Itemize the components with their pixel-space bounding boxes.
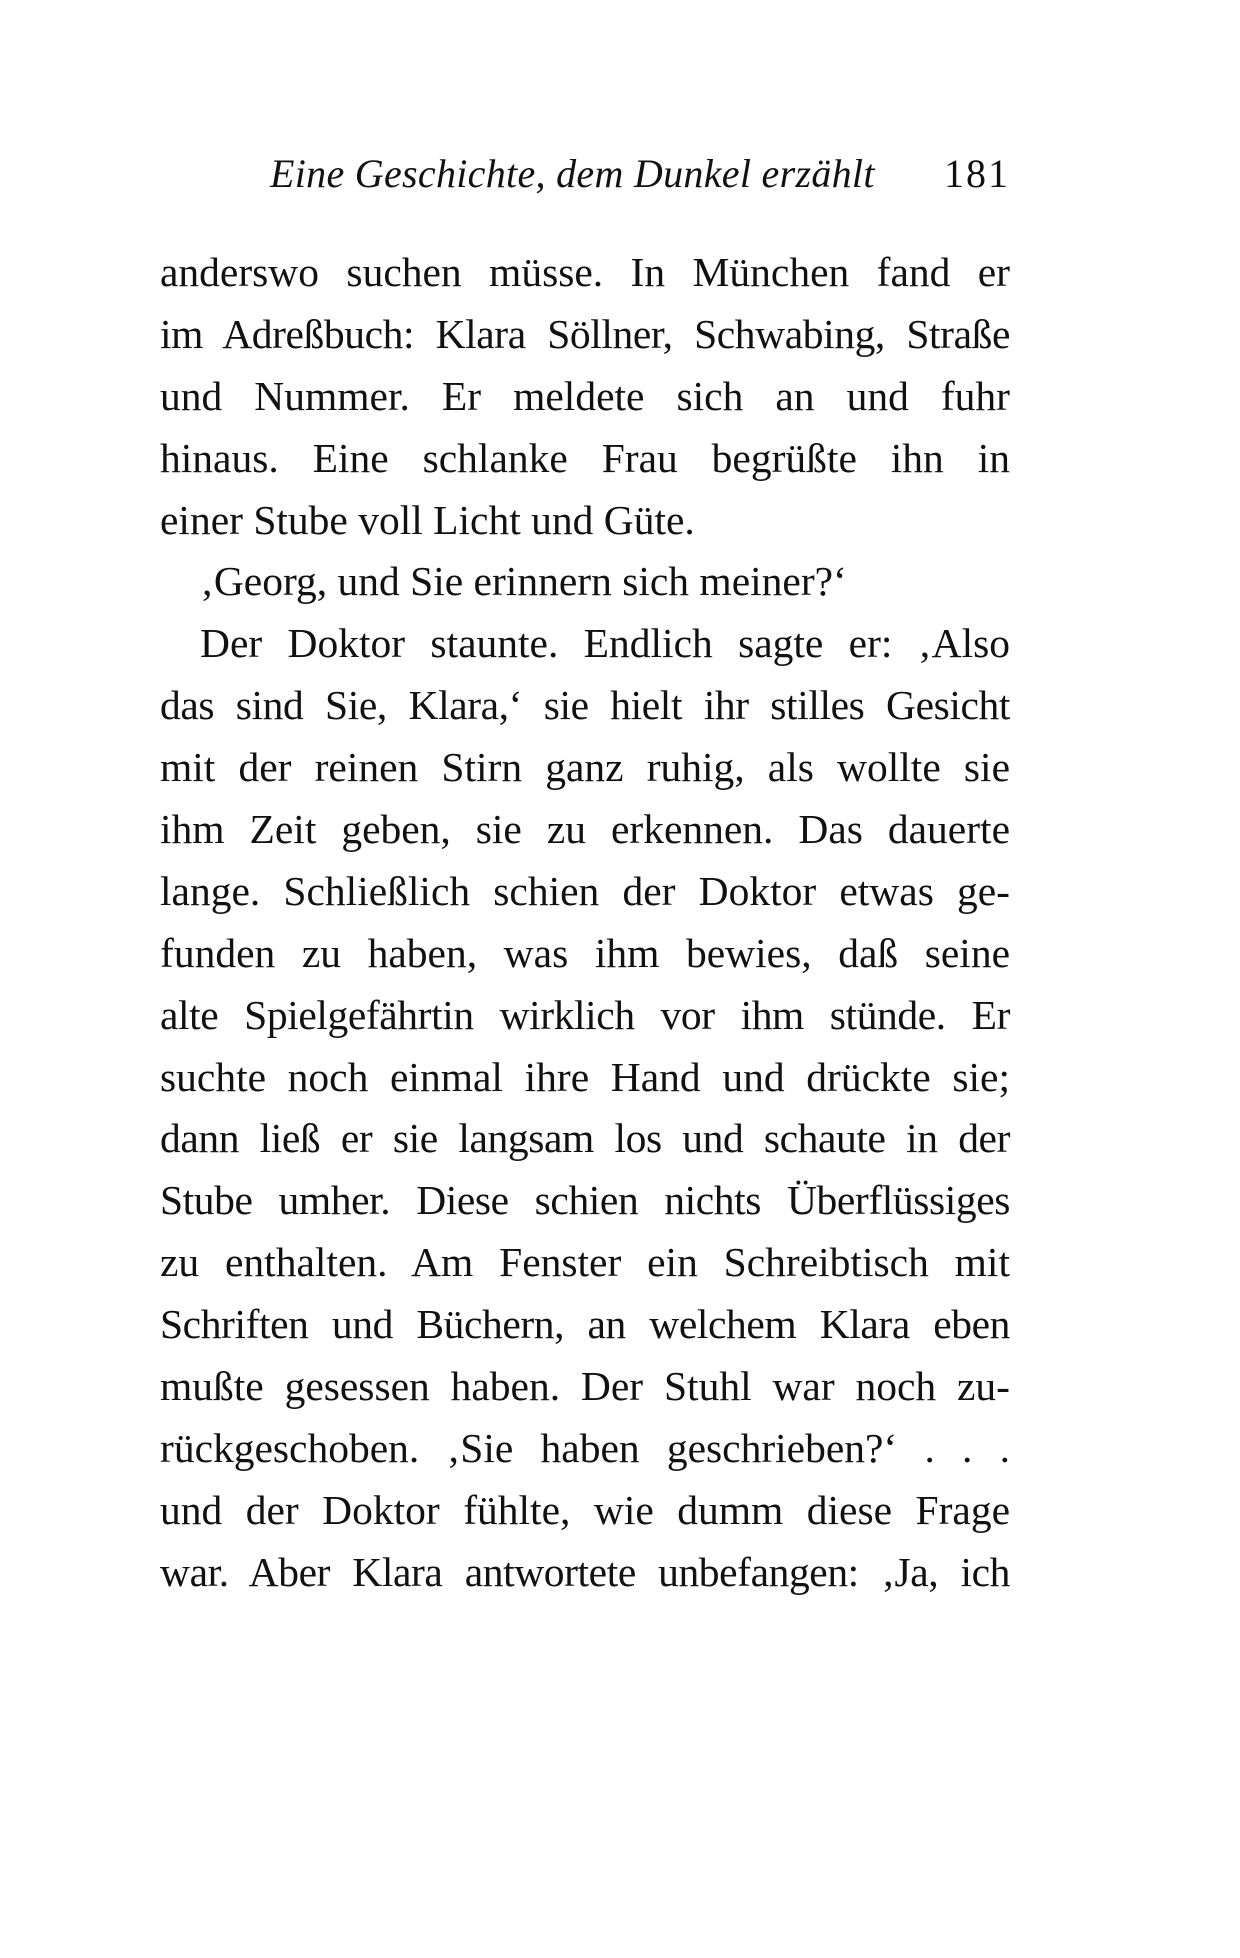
- body-text: [160, 242, 1010, 1604]
- text-line: lange. Schließlich schien der Doktor etwas ge-: [160, 867, 1010, 914]
- running-head: [160, 150, 1010, 210]
- text-line: ihm Zeit geben, sie zu erkennen. Das dauerte: [160, 806, 1010, 853]
- text-line: und Nummer. Er meldete sich an und fuhr: [160, 372, 1010, 419]
- text-line: im Adreßbuch: Klara Söllner, Schwabing, Straße: [160, 310, 1010, 357]
- text-line: war. Aber Klara antwortete unbefangen: ‚Ja, ich: [160, 1548, 1010, 1595]
- text-line: mußte gesessen haben. Der Stuhl war noch zu-: [160, 1363, 1010, 1410]
- text-line: alte Spielgefährtin wirklich vor ihm stünde. Er: [160, 991, 1010, 1038]
- text-line: ‚Georg, und Sie erinnern sich meiner?‘: [200, 558, 847, 605]
- text-line: anderswo suchen müsse. In München fand er: [160, 249, 1010, 295]
- text-line: Stube umher. Diese schien nichts Überflüssiges: [160, 1177, 1010, 1224]
- text-line: rückgeschoben. ‚Sie haben geschrieben?‘ . . .: [160, 1424, 1010, 1471]
- running-title: Eine Geschichte, dem Dunkel erzählt: [270, 151, 875, 196]
- text-line: hinaus. Eine schlanke Frau begrüßte ihn in: [160, 434, 1010, 481]
- text-line: zu enthalten. Am Fenster ein Schreibtisch mit: [160, 1239, 1010, 1286]
- text-line: mit der reinen Stirn ganz ruhig, als wollte sie: [160, 744, 1010, 791]
- page-number: 181: [944, 151, 1010, 196]
- text-line: suchte noch einmal ihre Hand und drückte sie;: [160, 1053, 1010, 1100]
- text-line: das sind Sie, Klara,‘ sie hielt ihr stilles Gesicht: [160, 682, 1010, 729]
- text-line: Der Doktor staunte. Endlich sagte er: ‚Also: [200, 620, 1010, 667]
- text-line: funden zu haben, was ihm bewies, daß seine: [160, 929, 1010, 976]
- text-line: und der Doktor fühlte, wie dumm diese Frage: [160, 1486, 1010, 1533]
- text-line: einer Stube voll Licht und Güte.: [160, 496, 695, 543]
- text-line: dann ließ er sie langsam los und schaute in der: [160, 1115, 1010, 1162]
- text-line: Schriften und Büchern, an welchem Klara eben: [160, 1301, 1010, 1348]
